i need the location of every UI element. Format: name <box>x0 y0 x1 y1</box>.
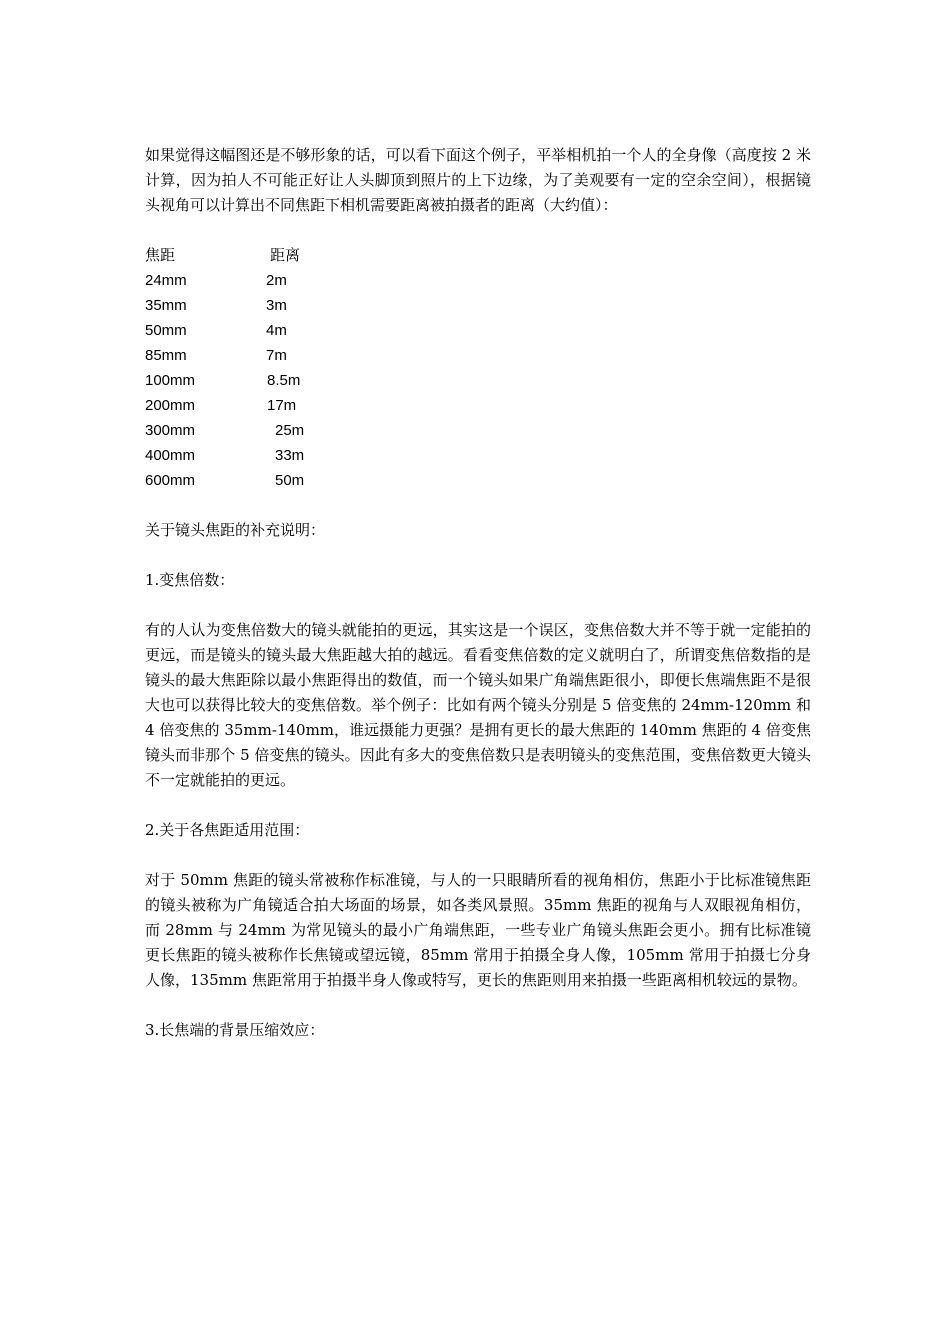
distance-cell: 50m <box>275 472 305 489</box>
table-row <box>145 343 811 368</box>
section-2-title: 2.关于各焦距适用范围： <box>145 821 310 839</box>
focal-length-cell: 600mm <box>145 472 196 489</box>
section-2-body: 对于 50mm 焦距的镜头常被称作标准镜，与人的一只眼睛所看的视角相仿，焦距小于比标准镜焦距的镜头被称为广角镜适合拍大场面的场景，如各类风景照。35mm 焦距的视角与人双眼视角相仿，而 28mm 与 24mm 为常见镜头的最小广角端焦距，一些专业广角镜头焦距会更小。拥有比标准镜更长焦距的镜头被称作长焦镜或望远镜，85mm 常用于拍摄全身人像，105mm 常用于拍摄七分身人像，135mm 焦距常用于拍摄半身人像或特写，更长的焦距则用来拍摄一些距离相机较远的景物。 <box>145 871 811 989</box>
header-focal-length: 焦距 <box>145 246 176 264</box>
spacer <box>145 493 811 518</box>
spacer <box>145 593 811 618</box>
distance-cell: 8.5m <box>267 372 301 389</box>
table-row <box>145 268 811 293</box>
table-row <box>145 393 811 418</box>
spacer <box>145 993 811 1018</box>
intro-paragraph: 如果觉得这幅图还是不够形象的话，可以看下面这个例子，平举相机拍一个人的全身像（高度按 2 米计算，因为拍人不可能正好让人头脚顶到照片的上下边缘，为了美观要有一定的空余空间），根据镜头视角可以计算出不同焦距下相机需要距离被拍摄者的距离（大约值）： <box>145 146 811 214</box>
distance-cell: 17m <box>267 397 297 414</box>
document-page <box>145 143 811 1043</box>
spacer <box>145 543 811 568</box>
focal-length-cell: 35mm <box>145 297 187 314</box>
section-3-title: 3.长焦端的背景压缩效应： <box>145 1021 325 1039</box>
distance-cell: 4m <box>266 322 287 339</box>
table-row <box>145 418 811 443</box>
supplement-title: 关于镜头焦距的补充说明： <box>145 521 326 539</box>
table-header-row <box>145 243 811 268</box>
header-distance: 距离 <box>270 246 301 264</box>
table-row <box>145 368 811 393</box>
focal-length-cell: 50mm <box>145 322 187 339</box>
distance-cell: 33m <box>275 447 305 464</box>
section-1-title: 1.变焦倍数： <box>145 571 235 589</box>
focal-length-cell: 24mm <box>145 272 187 289</box>
focal-length-cell: 85mm <box>145 347 187 364</box>
distance-cell: 3m <box>266 297 287 314</box>
table-row <box>145 443 811 468</box>
section-1-body: 有的人认为变焦倍数大的镜头就能拍的更远，其实这是一个误区，变焦倍数大并不等于就一定能拍的更远，而是镜头的镜头最大焦距越大拍的越远。看看变焦倍数的定义就明白了，所谓变焦倍数指的是镜头的最大焦距除以最小焦距得出的数值，而一个镜头如果广角端焦距很小，即便长焦端焦距不是很大也可以获得比较大的变焦倍数。举个例子：比如有两个镜头分别是 5 倍变焦的 24mm-120mm 和 4 倍变焦的 35mm-140mm，谁远摄能力更强？是拥有更长的最大焦距的 140mm 焦距的 4 倍变焦镜头而非那个 5 倍变焦的镜头。因此有多大的变焦倍数只是表明镜头的变焦范围，变焦倍数更大镜头不一定就能拍的更远。 <box>145 621 811 789</box>
table-row <box>145 468 811 493</box>
focal-length-cell: 200mm <box>145 397 196 414</box>
table-row <box>145 293 811 318</box>
distance-cell: 2m <box>266 272 287 289</box>
distance-cell: 25m <box>275 422 305 439</box>
distance-cell: 7m <box>266 347 287 364</box>
focal-distance-table <box>145 243 811 493</box>
focal-length-cell: 100mm <box>145 372 196 389</box>
table-row <box>145 318 811 343</box>
spacer <box>145 843 811 868</box>
focal-length-cell: 300mm <box>145 422 196 439</box>
focal-length-cell: 400mm <box>145 447 196 464</box>
spacer <box>145 793 811 818</box>
